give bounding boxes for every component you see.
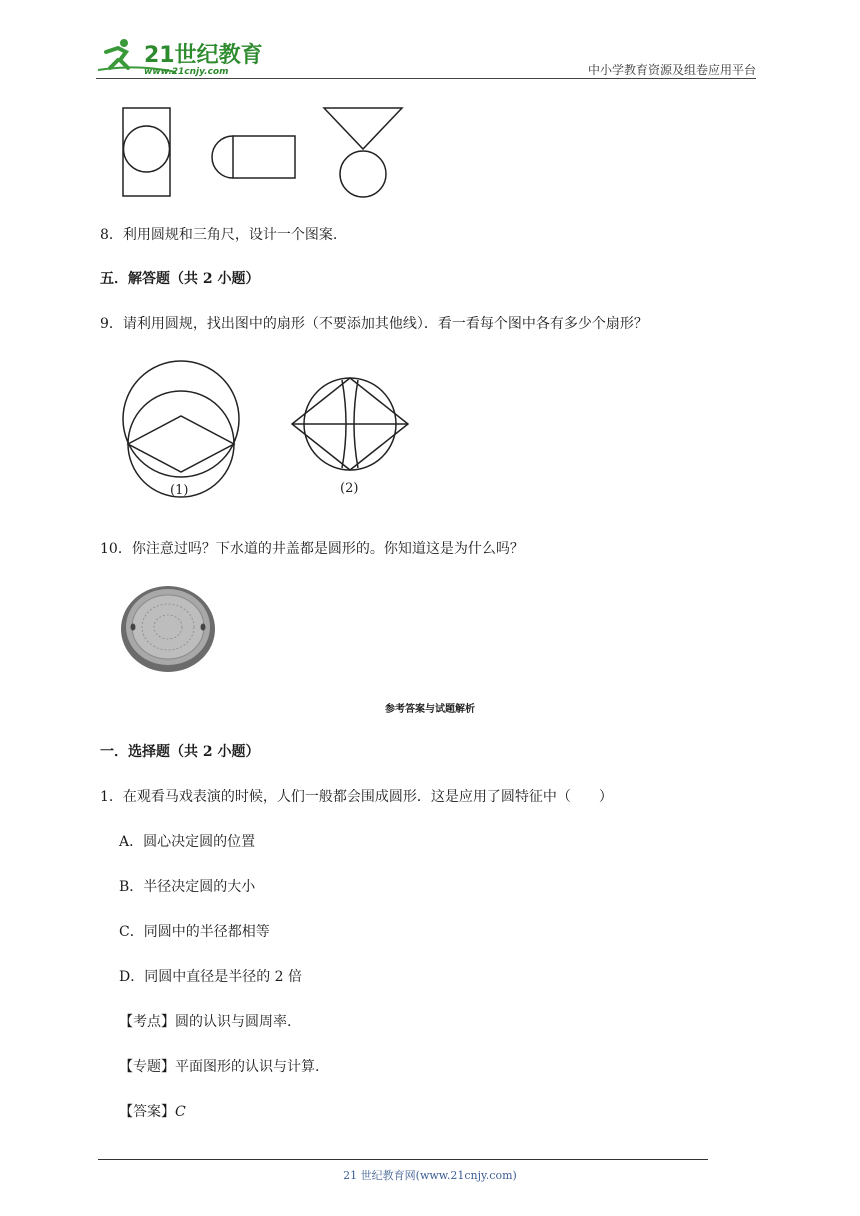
circle-shape-2 <box>340 151 386 197</box>
question-1: 1．在观看马戏表演的时候，人们一般都会围成圆形．这是应用了圆特征中（ ） <box>100 789 613 805</box>
header-divider <box>96 78 756 79</box>
logo-url: www.21cnjy.com <box>144 67 229 77</box>
option-b: B．半径决定圆的大小 <box>119 879 256 895</box>
manhole-cover-image <box>118 582 218 674</box>
platform-name: 中小学教育资源及组卷应用平台 <box>587 63 756 77</box>
question-8: 8．利用圆规和三角尺，设计一个图案. <box>100 227 338 243</box>
question-10: 10．你注意过吗？下水道的井盖都是圆形的。你知道这是为什么吗？ <box>100 541 524 557</box>
semicircle-shape <box>212 136 233 178</box>
figure-2-label: (2) <box>340 481 359 496</box>
answer-label: 【答案】 <box>119 1104 175 1120</box>
answer <box>119 1104 186 1121</box>
rectangle-shape-2 <box>233 136 295 178</box>
triangle-shape <box>324 108 402 149</box>
option-d: D．同圆中直径是半径的 2 倍 <box>119 969 303 985</box>
circle-shape <box>124 126 170 172</box>
kaodian: 【考点】圆的认识与圆周率. <box>119 1014 292 1030</box>
figure-1 <box>123 361 239 497</box>
logo-text: 21世纪教育 <box>144 43 263 68</box>
question-9: 9．请利用圆规，找出图中的扇形（不要添加其他线）．看一看每个图中各有多少个扇形？ <box>100 316 648 332</box>
answers-title: 参考答案与试题解析 <box>385 704 475 715</box>
option-a: A．圆心决定圆的位置 <box>119 834 256 850</box>
rectangle-shape <box>123 108 170 196</box>
footer-divider <box>98 1159 708 1160</box>
footer-text: 21 世纪教育网(www.21cnjy.com) <box>343 1169 517 1182</box>
zhuanti: 【专题】平面图形的认识与计算. <box>119 1059 320 1075</box>
answer-value: C <box>175 1104 186 1120</box>
shape-combination-figure <box>118 104 413 200</box>
site-logo <box>96 38 266 78</box>
section-5-title: 五．解答题（共 2 小题） <box>100 271 260 287</box>
section-1-title: 一．选择题（共 2 小题） <box>100 744 260 760</box>
figure-1-label: (1) <box>170 483 189 498</box>
sector-figures <box>118 358 418 500</box>
figure-2 <box>292 378 408 470</box>
option-c: C．同圆中的半径都相等 <box>119 924 270 940</box>
